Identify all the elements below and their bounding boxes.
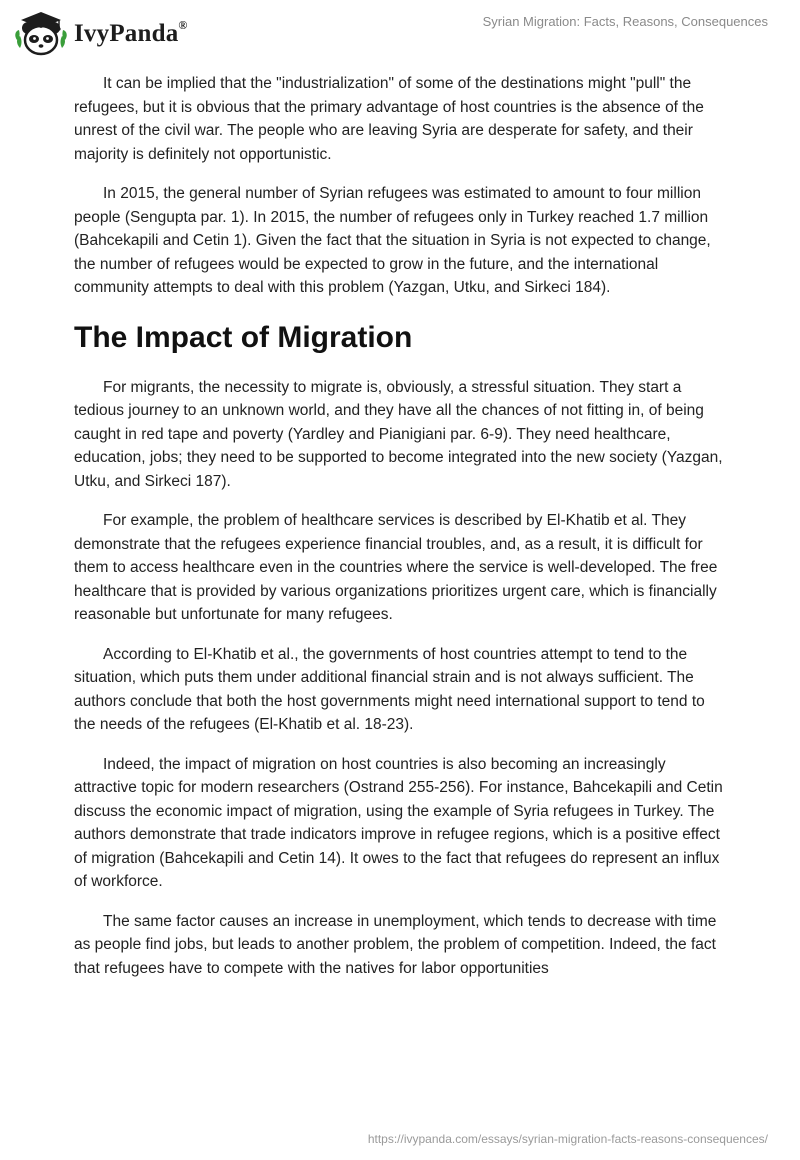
paragraph-migrant-stress: For migrants, the necessity to migrate is, obviously, a stressful situation. They start a tedious journey to an unknown world, and they have all the chances of not fitting in, of being caught in red tape and poverty (Yardley and Pianigiani par. 6-9). They need healthcare, education, jobs; they need to be supported to become integrated into the new society (Yazgan, Utku, and Sirkeci 187). (74, 378, 723, 490)
ivypanda-logo[interactable] (14, 8, 188, 60)
paragraph-host-governments: According to El-Khatib et al., the governments of host countries attempt to tend to the situation, which puts them under additional financial strain and is not always sufficient. The authors conclude that both the host governments might need international support to tend to the needs of the refugees (El-Khatib et al. 18-23). (74, 645, 705, 733)
running-title: Syrian Migration: Facts, Reasons, Consequences (482, 14, 768, 29)
logo-wordmark (74, 20, 188, 48)
paragraph-refugee-numbers: In 2015, the general number of Syrian refugees was estimated to amount to four million people (Sengupta par. 1). In 2015, the number of refugees only in Turkey reached 1.7 million (Bahcekapili and Cetin 1). Given the fact that the situation in Syria is not expected to change, the number of refugees would be expected to grow in the future, and the international community attempts to deal with this problem (Yazgan, Utku, and Sirkeci 184). (74, 185, 711, 296)
paragraph-industrialization: It can be implied that the "industrialization" of some of the destinations might "pull" the refugees, but it is obvious that the primary advantage of host countries is the absence of the unrest of the civil war. The people who are leaving Syria are desperate for safety, and their majority is definitely not opportunistic. (74, 75, 704, 163)
registered-mark: ® (178, 18, 188, 32)
paragraph-economic-impact: Indeed, the impact of migration on host countries is also becoming an increasingly attractive topic for modern researchers (Ostrand 255-256). For instance, Bahcekapili and Cetin discuss the economic impact of migration, using the example of Syria refugees in Turkey. The authors demonstrate that trade indicators improve in refugee regions, which is a positive effect of migration (Bahcekapili and Cetin 14). It owes to the fact that refugees do represent an influx of workforce. (74, 755, 723, 890)
panda-graduate-icon (14, 10, 68, 58)
paragraph-healthcare: For example, the problem of healthcare services is described by El-Khatib et al. They demonstrate that the refugees experience financial troubles, and, as a result, it is difficult for them to access healthcare even in the countries where the service is well-developed. The free healthcare that is provided by various organizations prioritizes urgent care, which is financially reasonable but unfortunate for many refugees. (74, 512, 718, 623)
paragraph-unemployment: The same factor causes an increase in unemployment, which tends to decrease with time as people find jobs, but leads to another problem, the problem of competition. Indeed, the fact that refugees have to compete with the natives for labor opportunities (74, 912, 717, 977)
page-header (0, 0, 800, 70)
article-body (74, 72, 724, 996)
source-url[interactable]: https://ivypanda.com/essays/syrian-migration-facts-reasons-consequences/ (367, 1132, 768, 1146)
section-heading-impact: The Impact of Migration (74, 320, 413, 354)
logo-text: IvyPanda (74, 20, 179, 47)
